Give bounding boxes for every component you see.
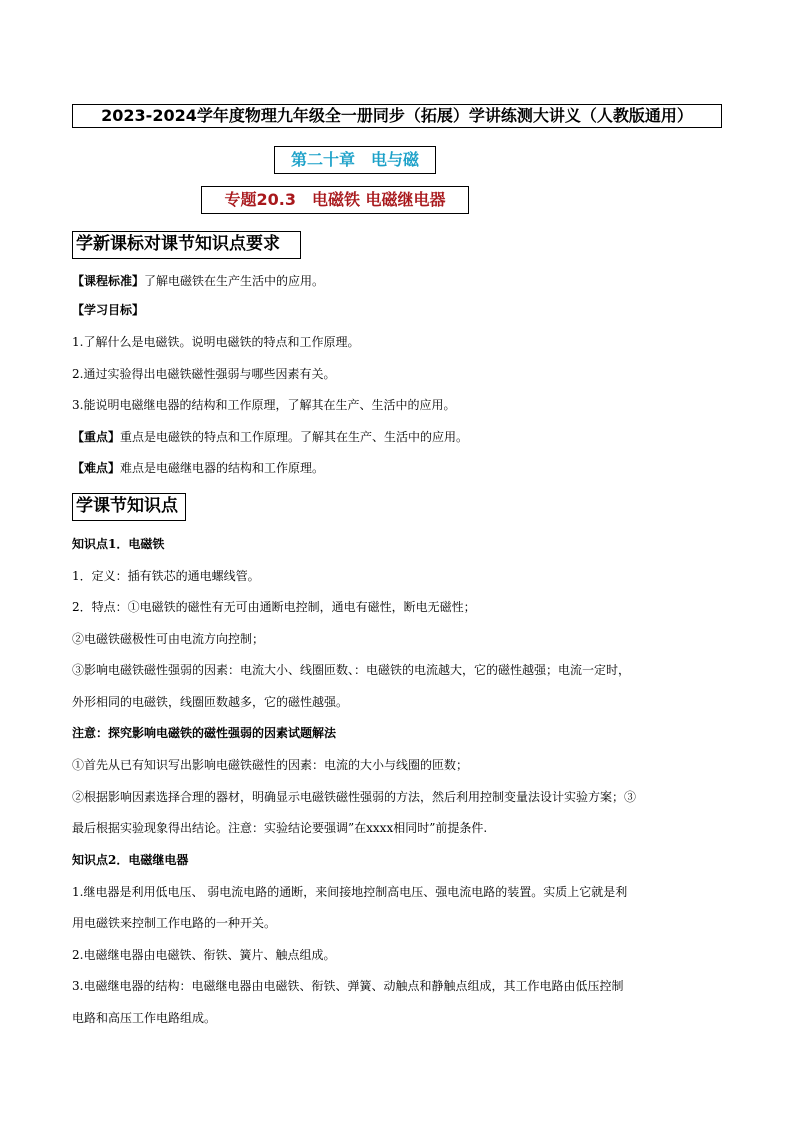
kp2-line: 电路和高压工作电路组成。	[72, 1011, 217, 1025]
key-point	[72, 429, 732, 445]
kp2-title: 知识点2．电磁继电器	[72, 853, 189, 867]
key-text: 重点是电磁铁的特点和工作原理。了解其在生产、生活中的应用。	[120, 430, 469, 444]
goal-item: 2.通过实验得出电磁铁磁性强弱与哪些因素有关。	[72, 367, 336, 381]
course-standard	[72, 273, 732, 289]
kp1-title: 知识点1．电磁铁	[72, 537, 165, 551]
goals-label: 【学习目标】	[72, 303, 145, 317]
kp2-line: 3.电磁继电器的结构：电磁继电器由电磁铁、衔铁、弹簧、动触点和静触点组成，其工作电路由低压控制	[72, 979, 624, 993]
kp1-line: ②电磁铁磁极性可由电流方向控制；	[72, 632, 265, 646]
kp1-line: ③影响电磁铁磁性强弱的因素：电流大小、线圈匝数、：电磁铁的电流越大，它的磁性越强；电流一定时，	[72, 663, 631, 677]
section-heading-requirements: 学新课标对课节知识点要求	[72, 231, 301, 259]
kp2-line: 1.继电器是利用低电压、 弱电流电路的通断，来间接地控制高电压、强电流电路的装置。实质上它就是利	[72, 885, 628, 899]
kp1-line: 外形相同的电磁铁，线圈匝数越多，它的磁性越强。	[72, 695, 349, 709]
document-title: 2023-2024学年度物理九年级全一册同步（拓展）学讲练测大讲义（人教版通用）	[72, 104, 722, 128]
note-line: 最后根据实验现象得出结论。注意：实验结论要强调”在xxxx相同时”前提条件.	[72, 821, 488, 835]
note-title: 注意：探究影响电磁铁的磁性强弱的因素试题解法	[72, 726, 337, 740]
goal-item: 3.能说明电磁继电器的结构和工作原理，了解其在生产、生活中的应用。	[72, 398, 456, 412]
key-label: 【重点】	[72, 430, 121, 444]
difficult-text: 难点是电磁继电器的结构和工作原理。	[120, 461, 325, 475]
note-line: ①首先从已有知识写出影响电磁铁磁性的因素：电流的大小与线圈的匝数；	[72, 758, 469, 772]
kp2-line: 2.电磁继电器由电磁铁、衔铁、簧片、触点组成。	[72, 948, 336, 962]
section-heading-knowledge: 学课节知识点	[72, 493, 186, 521]
standard-label: 【课程标准】	[72, 274, 145, 288]
kp1-line: 2．特点：①电磁铁的磁性有无可由通断电控制，通电有磁性，断电无磁性；	[72, 600, 476, 614]
goal-item: 1.了解什么是电磁铁。说明电磁铁的特点和工作原理。	[72, 335, 360, 349]
kp2-line: 用电磁铁来控制工作电路的一种开关。	[72, 916, 277, 930]
difficult-label: 【难点】	[72, 461, 121, 475]
difficult-point	[72, 460, 732, 476]
standard-text: 了解电磁铁在生产生活中的应用。	[144, 274, 325, 288]
note-line: ②根据影响因素选择合理的器材，明确显示电磁铁磁性强弱的方法，然后利用控制变量法设计实验方案；③	[72, 790, 637, 804]
chapter-title: 第二十章 电与磁	[274, 146, 436, 174]
topic-title: 专题20.3 电磁铁 电磁继电器	[201, 186, 469, 214]
kp1-line: 1．定义：插有铁芯的通电螺线管。	[72, 569, 260, 583]
